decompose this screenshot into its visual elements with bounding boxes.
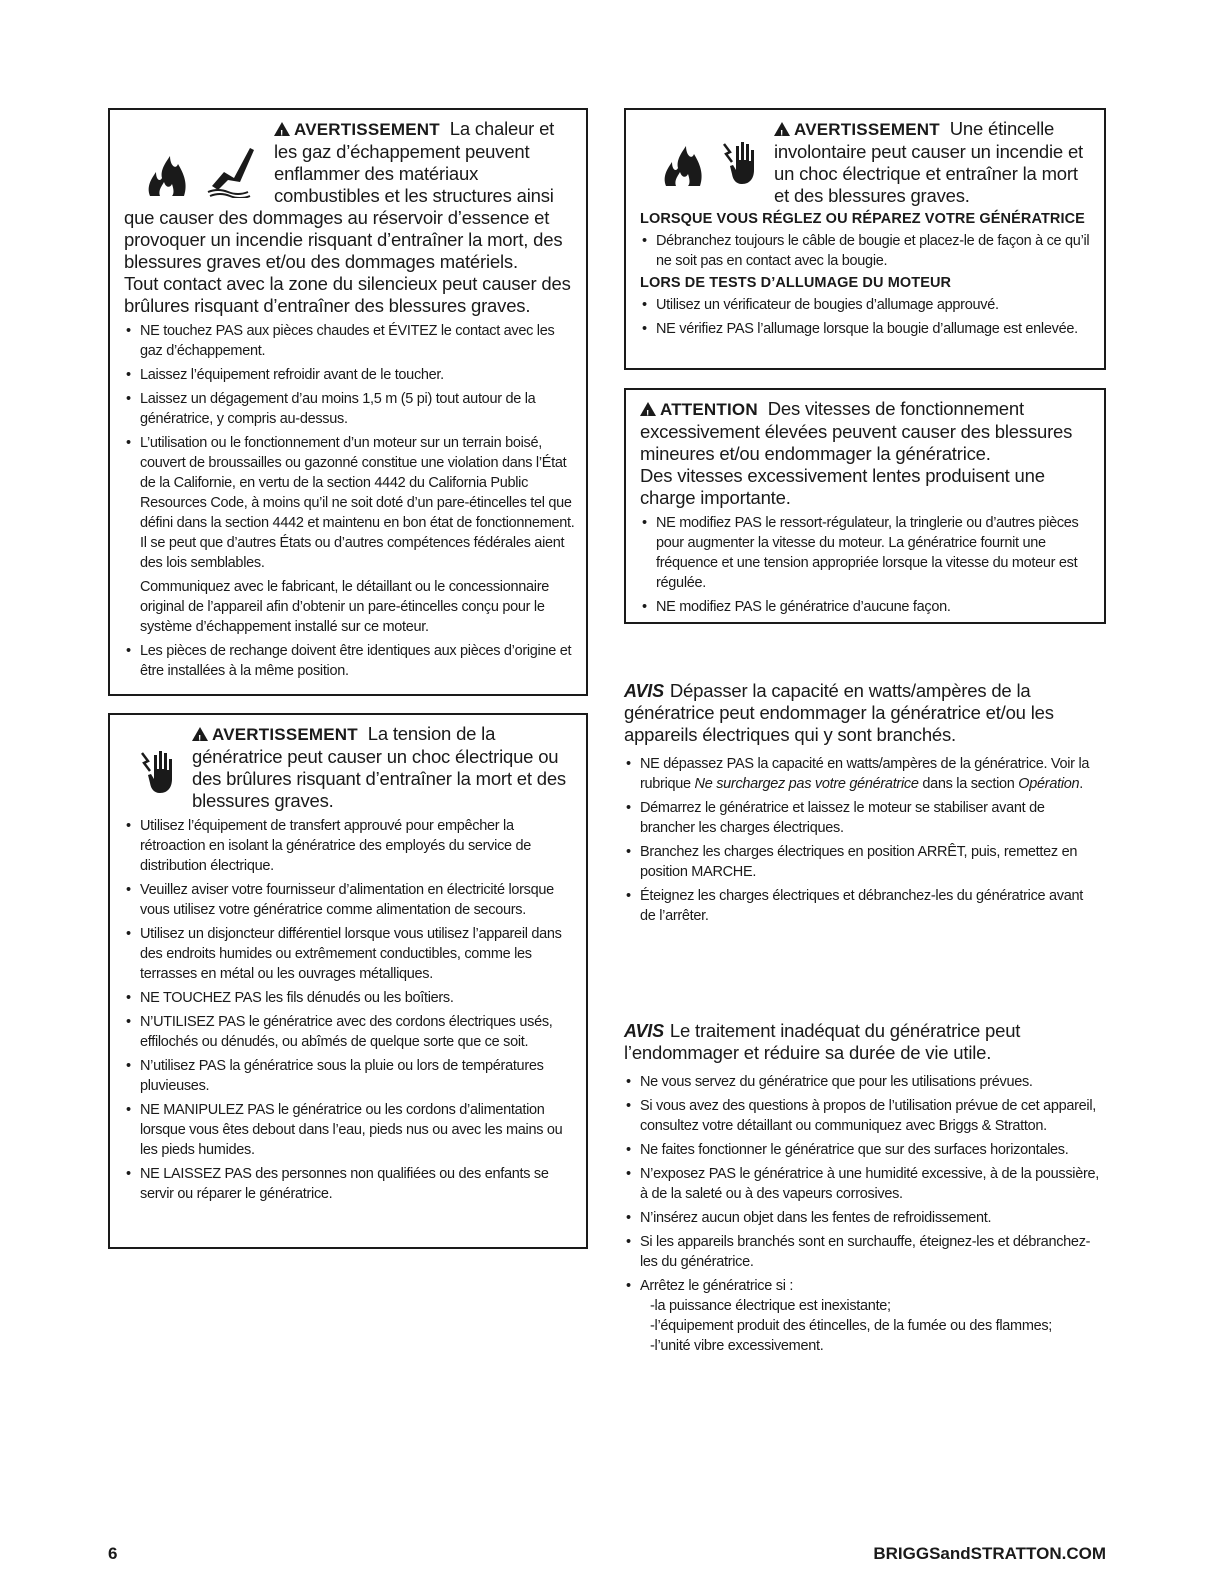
warning-list [640, 295, 1094, 339]
list-item: • Laissez l’équipement refroidir avant de le toucher. [124, 365, 576, 385]
subheading: LORS DE TESTS D’ALLUMAGE DU MOTEUR [640, 275, 952, 291]
subheading: LORSQUE VOUS RÉGLEZ OU RÉPAREZ VOTRE GÉNÉRATRICE [640, 211, 1085, 227]
warning-list [124, 816, 576, 1204]
warning-lead-2: Tout contact avec la zone du silencieux peut causer des brûlures risquant d’entraîner des blessures graves. [124, 273, 571, 316]
list-item: • NE TOUCHEZ PAS les fils dénudés ou les boîtiers. [124, 988, 576, 1008]
stop-label: Arrêtez le génératrice si : [640, 1278, 794, 1294]
alert-triangle-icon [192, 727, 208, 741]
list-item: • Utilisez un vérificateur de bougies d’allumage approuvé. [640, 295, 1094, 315]
website: BRIGGSandSTRATTON.COM [873, 1544, 1106, 1563]
caution-lead-2: Des vitesses excessivement lentes produisent une charge importante. [640, 465, 1045, 508]
fire-icon [144, 152, 190, 198]
stop-condition: -l’équipement produit des étincelles, de la fumée ou des flammes; [650, 1318, 1053, 1334]
list-item: • Branchez les charges électriques en position ARRÊT, puis, remettez en position MARCHE. [624, 842, 1100, 882]
notice-list [624, 754, 1100, 926]
list-item [624, 1276, 1100, 1356]
notice-lead: Le traitement inadéquat du génératrice peut l’endommager et réduire sa durée de vie utile. [624, 1020, 1021, 1063]
stop-condition: -l’unité vibre excessivement. [650, 1338, 824, 1354]
page-number: 6 [108, 1544, 118, 1563]
list-item: • N’insérez aucun objet dans les fentes de refroidissement. [624, 1208, 1100, 1228]
caution-box-speed [624, 388, 1106, 624]
list-item: • N’exposez PAS le génératrice à une humidité excessive, à de la poussière, à de la saleté ou à des vapeurs corrosives. [624, 1164, 1100, 1204]
warning-lead: La tension de la génératrice peut causer un choc électrique ou des brûlures risquant d’entraîner la mort et des blessures graves. [192, 723, 566, 811]
warning-keyword: AVERTISSEMENT [294, 120, 440, 139]
fire-icon [660, 142, 706, 188]
warning-list [640, 231, 1094, 271]
list-item: • Utilisez un disjoncteur différentiel lorsque vous utilisez l’appareil dans des endroits humides ou extrêmement conductibles, comme les terrasses en métal ou les ouvrages métalliques. [124, 924, 576, 984]
caution-keyword: ATTENTION [660, 400, 758, 419]
notice-keyword: AVIS [624, 681, 664, 701]
electric-shock-icon [720, 140, 760, 188]
list-item: • Laissez un dégagement d’au moins 1,5 m (5 pi) tout autour de la génératrice, y compris au-dessus. [124, 389, 576, 429]
caution-list [640, 513, 1094, 617]
caution-lead: Des vitesses de fonctionnement excessivement élevées peuvent causer des blessures mineures et/ou endommager la génératrice. [640, 398, 1073, 464]
hot-surface-icon [204, 142, 260, 198]
warning-list [124, 321, 576, 681]
list-item: • NE dépassez PAS la capacité en watts/ampères de la génératrice. Voir la rubrique Ne surchargez pas votre génératrice dans la section Opération. [624, 754, 1100, 794]
warning-box-electric [108, 713, 588, 1249]
list-item: • NE modifiez PAS le génératrice d’aucune façon. [640, 597, 1094, 617]
list-item: Communiquez avec le fabricant, le détaillant ou le concessionnaire original de l’appareil afin d’obtenir un pare-étincelles conçu pour le système d’échappement installé sur ce moteur. [140, 579, 549, 635]
list-item: • NE modifiez PAS le ressort-régulateur, la tringlerie ou d’autres pièces pour augmenter la vitesse du moteur. La génératrice fournit une fréquence et une tension appropriée lorsque la vitesse du moteur est régulée. [640, 513, 1094, 593]
alert-triangle-icon [640, 402, 656, 416]
list-item: • NE vérifiez PAS l’allumage lorsque la bougie d’allumage est enlevée. [640, 319, 1094, 339]
warning-keyword: AVERTISSEMENT [794, 120, 940, 139]
list-item: • Les pièces de rechange doivent être identiques aux pièces d’origine et être installées à la même position. [124, 641, 576, 681]
electric-shock-icon [138, 749, 178, 797]
list-item: • NE LAISSEZ PAS des personnes non qualifiées ou des enfants se servir ou réparer le génératrice. [124, 1164, 576, 1204]
list-item: • Veuillez aviser votre fournisseur d’alimentation en électricité lorsque vous utilisez votre génératrice comme alimentation de secours. [124, 880, 576, 920]
warning-lead: Une étincelle involontaire peut causer un incendie et un choc électrique et entraîner la mort et des blessures graves. [774, 118, 1083, 206]
warning-box-exhaust [108, 108, 588, 696]
list-item: • Si les appareils branchés sont en surchauffe, éteignez-les et débranchez-les du génératrice. [624, 1232, 1100, 1272]
notice-list [624, 1072, 1100, 1356]
notice-keyword: AVIS [624, 1021, 664, 1041]
list-item: • N’utilisez PAS la génératrice sous la pluie ou lors de températures pluvieuses. [124, 1056, 576, 1096]
list-item: • Éteignez les charges électriques et débranchez-les du génératrice avant de l’arrêter. [624, 886, 1100, 926]
notice-overload [624, 680, 1100, 930]
notice-lead: Dépasser la capacité en watts/ampères de la génératrice peut endommager la génératrice et/ou les appareils électriques qui y sont branchés. [624, 680, 1054, 745]
warning-box-spark [624, 108, 1106, 370]
warning-keyword: AVERTISSEMENT [212, 725, 358, 744]
warning-lead: La chaleur et les gaz d’échappement peuvent enflammer des matériaux combustibles et les structures ainsi que causer des dommages au réservoir d’essence et provoquer un incendie risquant d’entraîner la mort, des blessures graves et/ou des dommages matériels. [124, 118, 563, 272]
list-item: • NE MANIPULEZ PAS le génératrice ou les cordons d’alimentation lorsque vous êtes debout dans l’eau, pieds nus ou avec les mains ou les pieds humides. [124, 1100, 576, 1160]
list-item: • N’UTILISEZ PAS le génératrice avec des cordons électriques usés, effilochés ou dénudés, ou abîmés de quelque sorte que ce soit. [124, 1012, 576, 1052]
list-item: • Débranchez toujours le câble de bougie et placez-le de façon à ce qu’il ne soit pas en contact avec la bougie. [640, 231, 1094, 271]
list-item: • NE touchez PAS aux pièces chaudes et ÉVITEZ le contact avec les gaz d’échappement. [124, 321, 576, 361]
list-item: • L’utilisation ou le fonctionnement d’un moteur sur un terrain boisé, couvert de broussailles ou gazonné constitue une violation dans l’État de la Californie, en vertu de la section 4442 du California Public Resources Code, à moins qu’il ne soit doté d’un pare-étincelles tel que défini dans la section 4442 et maintenu en bon état de fonctionnement. Il se peut que d’autres États ou d’autres compétences fédérales aient des lois semblables. [124, 433, 576, 573]
notice-misuse [624, 1020, 1100, 1360]
list-item: • Démarrez le génératrice et laissez le moteur se stabiliser avant de brancher les charges électriques. [624, 798, 1100, 838]
list-item: • Ne faites fonctionner le génératrice que sur des surfaces horizontales. [624, 1140, 1100, 1160]
stop-condition: -la puissance électrique est inexistante; [650, 1298, 891, 1314]
list-item: • Utilisez l’équipement de transfert approuvé pour empêcher la rétroaction en isolant la génératrice des employés du service de distribution électrique. [124, 816, 576, 876]
alert-triangle-icon [274, 122, 290, 136]
list-item: • Si vous avez des questions à propos de l’utilisation prévue de cet appareil, consultez votre détaillant ou communiquez avec Briggs & Stratton. [624, 1096, 1100, 1136]
list-item: • Ne vous servez du génératrice que pour les utilisations prévues. [624, 1072, 1100, 1092]
alert-triangle-icon [774, 122, 790, 136]
